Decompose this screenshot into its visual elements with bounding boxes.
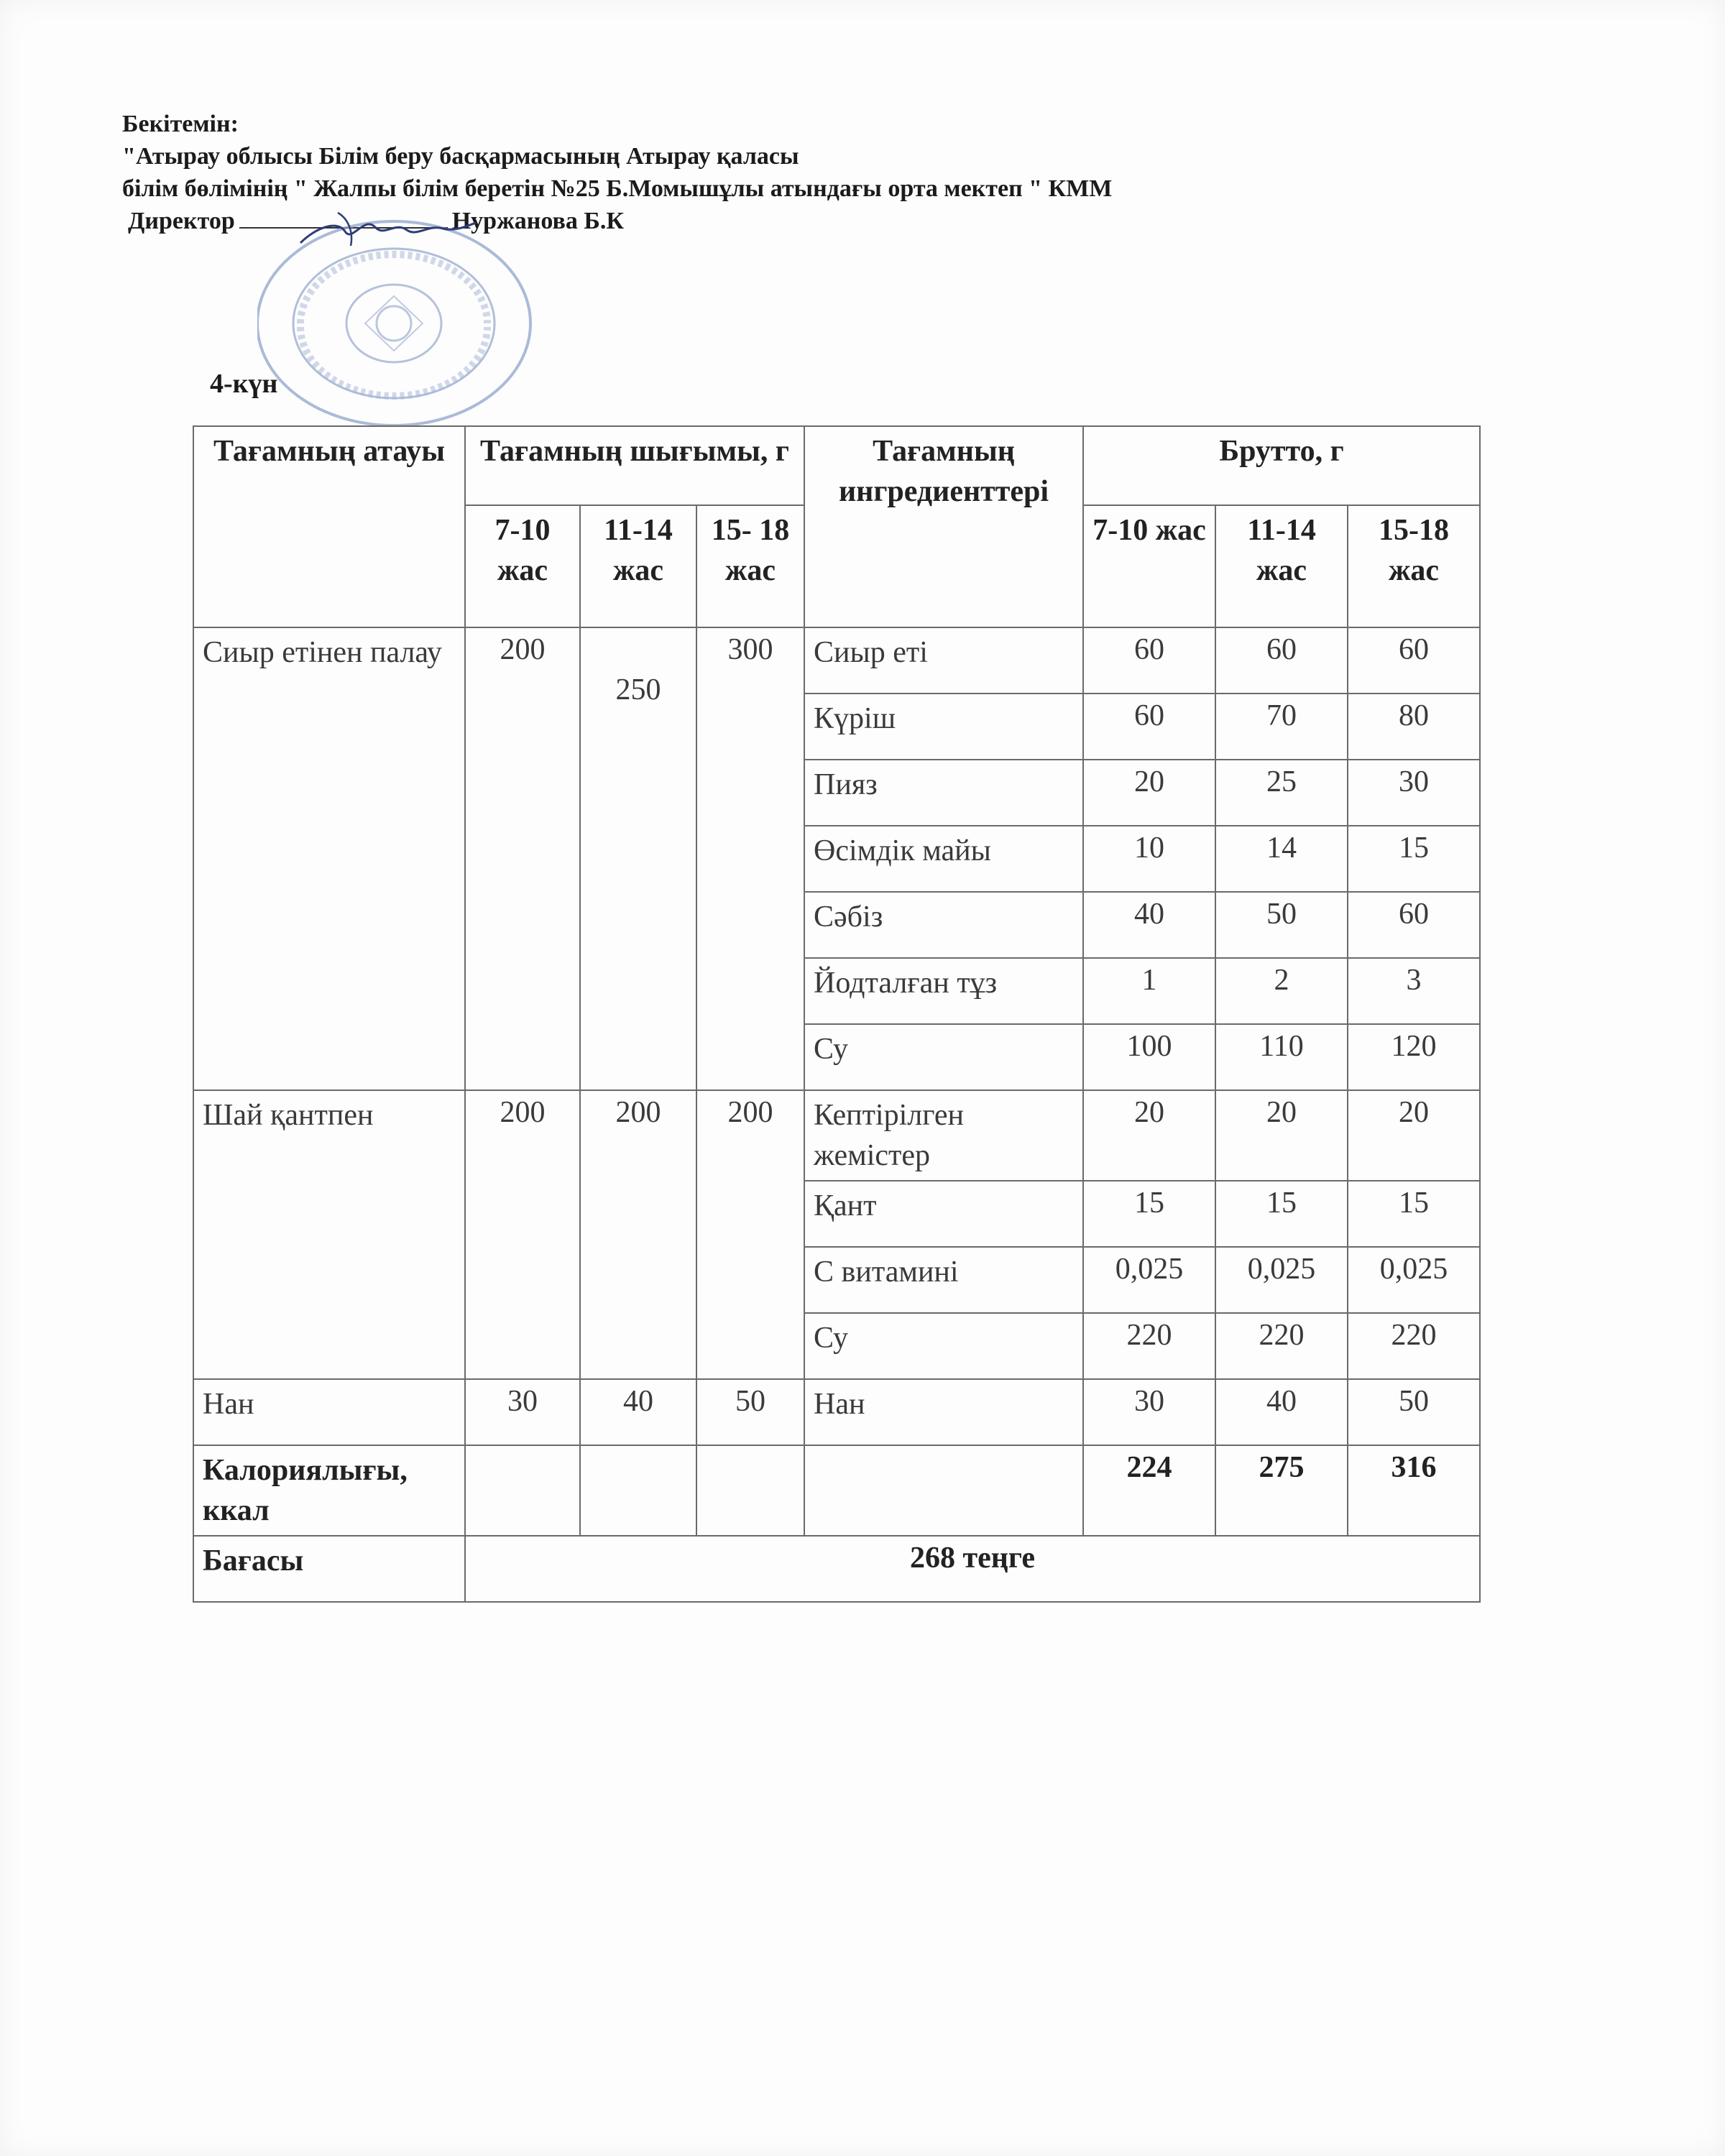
approval-organization-line2: білім бөлімінің " Жалпы білім беретін №25 Б.Момышұлы атындағы орта мектеп " КММ bbox=[122, 175, 1113, 202]
brutto-15-18: 20 bbox=[1348, 1090, 1480, 1181]
table-row bbox=[193, 1379, 1480, 1445]
brutto-7-10: 0,025 bbox=[1083, 1247, 1215, 1313]
header-output-age-7-10: 7-10 жас bbox=[465, 505, 580, 627]
dish-output-7-10: 30 bbox=[465, 1379, 580, 1445]
header-output-age-11-14: 11-14 жас bbox=[580, 505, 696, 627]
brutto-15-18: 0,025 bbox=[1348, 1247, 1480, 1313]
ingredient-name: Пияз bbox=[804, 760, 1083, 826]
brutto-11-14: 50 bbox=[1215, 892, 1348, 958]
calories-11-14: 275 bbox=[1215, 1445, 1348, 1536]
brutto-7-10: 1 bbox=[1083, 958, 1215, 1024]
header-row bbox=[193, 426, 1480, 505]
ingredient-name: Сиыр еті bbox=[804, 627, 1083, 694]
brutto-11-14: 15 bbox=[1215, 1181, 1348, 1247]
brutto-11-14: 60 bbox=[1215, 627, 1348, 694]
brutto-15-18: 60 bbox=[1348, 892, 1480, 958]
brutto-15-18: 80 bbox=[1348, 694, 1480, 760]
ingredient-name: Өсімдік майы bbox=[804, 826, 1083, 892]
director-name: Нуржанова Б.К bbox=[451, 208, 624, 234]
dish-output-15-18: 50 bbox=[696, 1379, 804, 1445]
header-brutto-age-15-18: 15-18 жас bbox=[1348, 505, 1480, 627]
director-label: Директор bbox=[128, 208, 235, 234]
price-label: Бағасы bbox=[193, 1536, 465, 1602]
table-row bbox=[193, 627, 1480, 694]
dish-output-15-18: 300 bbox=[696, 627, 804, 1090]
ingredient-name: Қант bbox=[804, 1181, 1083, 1247]
dish-output-11-14: 200 bbox=[580, 1090, 696, 1379]
empty-cell bbox=[804, 1445, 1083, 1536]
brutto-7-10: 20 bbox=[1083, 760, 1215, 826]
price-value: 268 теңге bbox=[465, 1536, 1480, 1602]
brutto-7-10: 15 bbox=[1083, 1181, 1215, 1247]
brutto-11-14: 20 bbox=[1215, 1090, 1348, 1181]
calories-15-18: 316 bbox=[1348, 1445, 1480, 1536]
ingredient-name: Сәбіз bbox=[804, 892, 1083, 958]
calories-label: Калориялығы, ккал bbox=[193, 1445, 465, 1536]
ingredient-name: Йодталған тұз bbox=[804, 958, 1083, 1024]
dish-output-11-14: 40 bbox=[580, 1379, 696, 1445]
menu-table bbox=[193, 425, 1481, 1603]
header-brutto-age-7-10: 7-10 жас bbox=[1083, 505, 1215, 627]
dish-output-15-18: 200 bbox=[696, 1090, 804, 1379]
header-brutto-age-11-14: 11-14 жас bbox=[1215, 505, 1348, 627]
brutto-7-10: 40 bbox=[1083, 892, 1215, 958]
brutto-11-14: 40 bbox=[1215, 1379, 1348, 1445]
empty-cell bbox=[580, 1445, 696, 1536]
dish-output-11-14: 250 bbox=[580, 627, 696, 1090]
ingredient-name: Кептірілген жемістер bbox=[804, 1090, 1083, 1181]
ingredient-name: Күріш bbox=[804, 694, 1083, 760]
brutto-11-14: 14 bbox=[1215, 826, 1348, 892]
brutto-15-18: 3 bbox=[1348, 958, 1480, 1024]
dish-output-7-10: 200 bbox=[465, 1090, 580, 1379]
brutto-11-14: 110 bbox=[1215, 1024, 1348, 1090]
brutto-11-14: 70 bbox=[1215, 694, 1348, 760]
brutto-7-10: 60 bbox=[1083, 627, 1215, 694]
brutto-11-14: 2 bbox=[1215, 958, 1348, 1024]
handwritten-signature bbox=[295, 206, 482, 256]
brutto-15-18: 220 bbox=[1348, 1313, 1480, 1379]
brutto-7-10: 30 bbox=[1083, 1379, 1215, 1445]
brutto-15-18: 30 bbox=[1348, 760, 1480, 826]
day-label: 4-күн bbox=[210, 369, 278, 399]
brutto-15-18: 60 bbox=[1348, 627, 1480, 694]
brutto-7-10: 60 bbox=[1083, 694, 1215, 760]
header-brutto: Брутто, г bbox=[1083, 426, 1480, 505]
header-output-age-15-18: 15- 18 жас bbox=[696, 505, 804, 627]
brutto-11-14: 25 bbox=[1215, 760, 1348, 826]
ingredient-name: Су bbox=[804, 1313, 1083, 1379]
calories-row bbox=[193, 1445, 1480, 1536]
header-dish-name: Тағамның атауы bbox=[193, 426, 465, 627]
brutto-7-10: 100 bbox=[1083, 1024, 1215, 1090]
header-dish-output: Тағамның шығымы, г bbox=[465, 426, 804, 505]
dish-output-7-10: 200 bbox=[465, 627, 580, 1090]
table-row bbox=[193, 1090, 1480, 1181]
empty-cell bbox=[696, 1445, 804, 1536]
dish-name: Шай қантпен bbox=[193, 1090, 465, 1379]
approval-organization-line1: "Атырау облысы Білім беру басқармасының Атырау қаласы bbox=[122, 143, 799, 170]
ingredient-name: Су bbox=[804, 1024, 1083, 1090]
ingredient-name: С витамині bbox=[804, 1247, 1083, 1313]
header-ingredients: Тағамның ингредиенттері bbox=[804, 426, 1083, 627]
empty-cell bbox=[465, 1445, 580, 1536]
calories-7-10: 224 bbox=[1083, 1445, 1215, 1536]
brutto-7-10: 10 bbox=[1083, 826, 1215, 892]
dish-name: Сиыр етінен палау bbox=[193, 627, 465, 1090]
brutto-15-18: 15 bbox=[1348, 1181, 1480, 1247]
brutto-7-10: 220 bbox=[1083, 1313, 1215, 1379]
dish-name: Нан bbox=[193, 1379, 465, 1445]
brutto-15-18: 15 bbox=[1348, 826, 1480, 892]
brutto-15-18: 120 bbox=[1348, 1024, 1480, 1090]
brutto-11-14: 0,025 bbox=[1215, 1247, 1348, 1313]
price-row bbox=[193, 1536, 1480, 1602]
approval-heading: Бекітемін: bbox=[122, 111, 239, 137]
brutto-15-18: 50 bbox=[1348, 1379, 1480, 1445]
ingredient-name: Нан bbox=[804, 1379, 1083, 1445]
brutto-7-10: 20 bbox=[1083, 1090, 1215, 1181]
brutto-11-14: 220 bbox=[1215, 1313, 1348, 1379]
